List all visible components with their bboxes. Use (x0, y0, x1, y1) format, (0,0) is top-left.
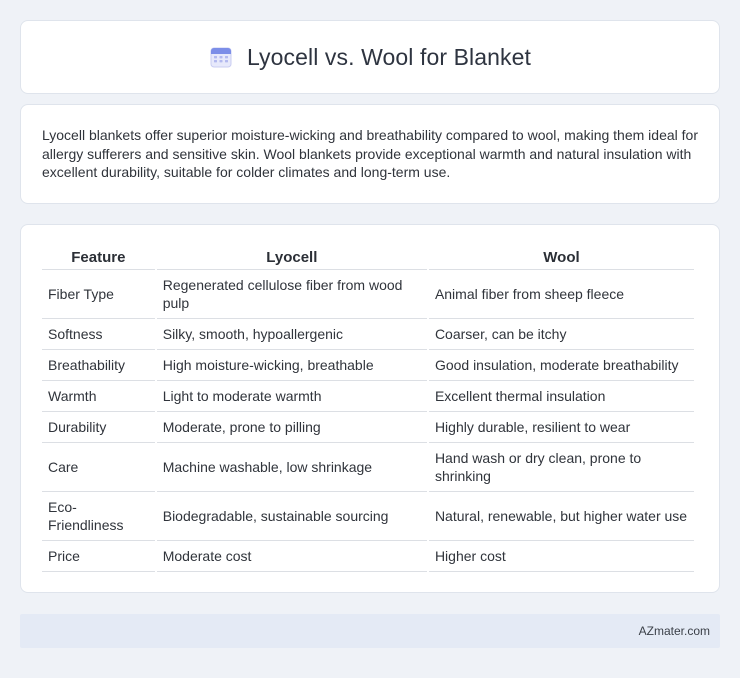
comparison-card (20, 224, 720, 593)
feature-cell: Softness (42, 319, 155, 350)
wool-cell: Hand wash or dry clean, prone to shrinking (429, 443, 694, 492)
lyocell-cell: Moderate cost (157, 541, 427, 572)
table-row (42, 492, 694, 541)
feature-cell: Fiber Type (42, 270, 155, 319)
feature-cell: Care (42, 443, 155, 492)
header-lyocell: Lyocell (157, 243, 427, 270)
table-row (42, 541, 694, 572)
feature-cell: Durability (42, 412, 155, 443)
table-row (42, 350, 694, 381)
table-row (42, 270, 694, 319)
feature-cell: Eco-Friendliness (42, 492, 155, 541)
page-title: Lyocell vs. Wool for Blanket (246, 43, 532, 70)
title-card (20, 20, 720, 94)
comparison-table (40, 243, 696, 572)
summary-text: Lyocell blankets offer superior moisture-wicking and breathability compared to wool, making them ideal for allergy sufferers and sensitive skin. Wool blankets provide exceptional warmth and natural insulation with excellent durability, suitable for colder climates and long-term use. (42, 127, 698, 180)
wool-cell: Good insulation, moderate breathability (429, 350, 694, 381)
header-wool: Wool (429, 243, 694, 270)
wool-cell: Highly durable, resilient to wear (429, 412, 694, 443)
wool-cell: Excellent thermal insulation (429, 381, 694, 412)
wool-cell: Coarser, can be itchy (429, 319, 694, 350)
summary-card (20, 104, 720, 204)
lyocell-cell: Regenerated cellulose fiber from wood pulp (157, 270, 427, 319)
wool-cell: Natural, renewable, but higher water use (429, 492, 694, 541)
header-feature: Feature (42, 243, 155, 270)
footer (20, 614, 720, 648)
table-row (42, 412, 694, 443)
wool-cell: Higher cost (429, 541, 694, 572)
table-row (42, 319, 694, 350)
table-header-row (42, 243, 694, 270)
lyocell-cell: Machine washable, low shrinkage (157, 443, 427, 492)
lyocell-cell: Biodegradable, sustainable sourcing (157, 492, 427, 541)
calendar-icon (209, 45, 233, 69)
feature-cell: Breathability (42, 350, 155, 381)
feature-cell: Price (42, 541, 155, 572)
lyocell-cell: Silky, smooth, hypoallergenic (157, 319, 427, 350)
lyocell-cell: High moisture-wicking, breathable (157, 350, 427, 381)
table-row (42, 381, 694, 412)
lyocell-cell: Light to moderate warmth (157, 381, 427, 412)
footer-brand[interactable]: AZmater.com (638, 624, 710, 638)
table-row (42, 443, 694, 492)
feature-cell: Warmth (42, 381, 155, 412)
lyocell-cell: Moderate, prone to pilling (157, 412, 427, 443)
wool-cell: Animal fiber from sheep fleece (429, 270, 694, 319)
